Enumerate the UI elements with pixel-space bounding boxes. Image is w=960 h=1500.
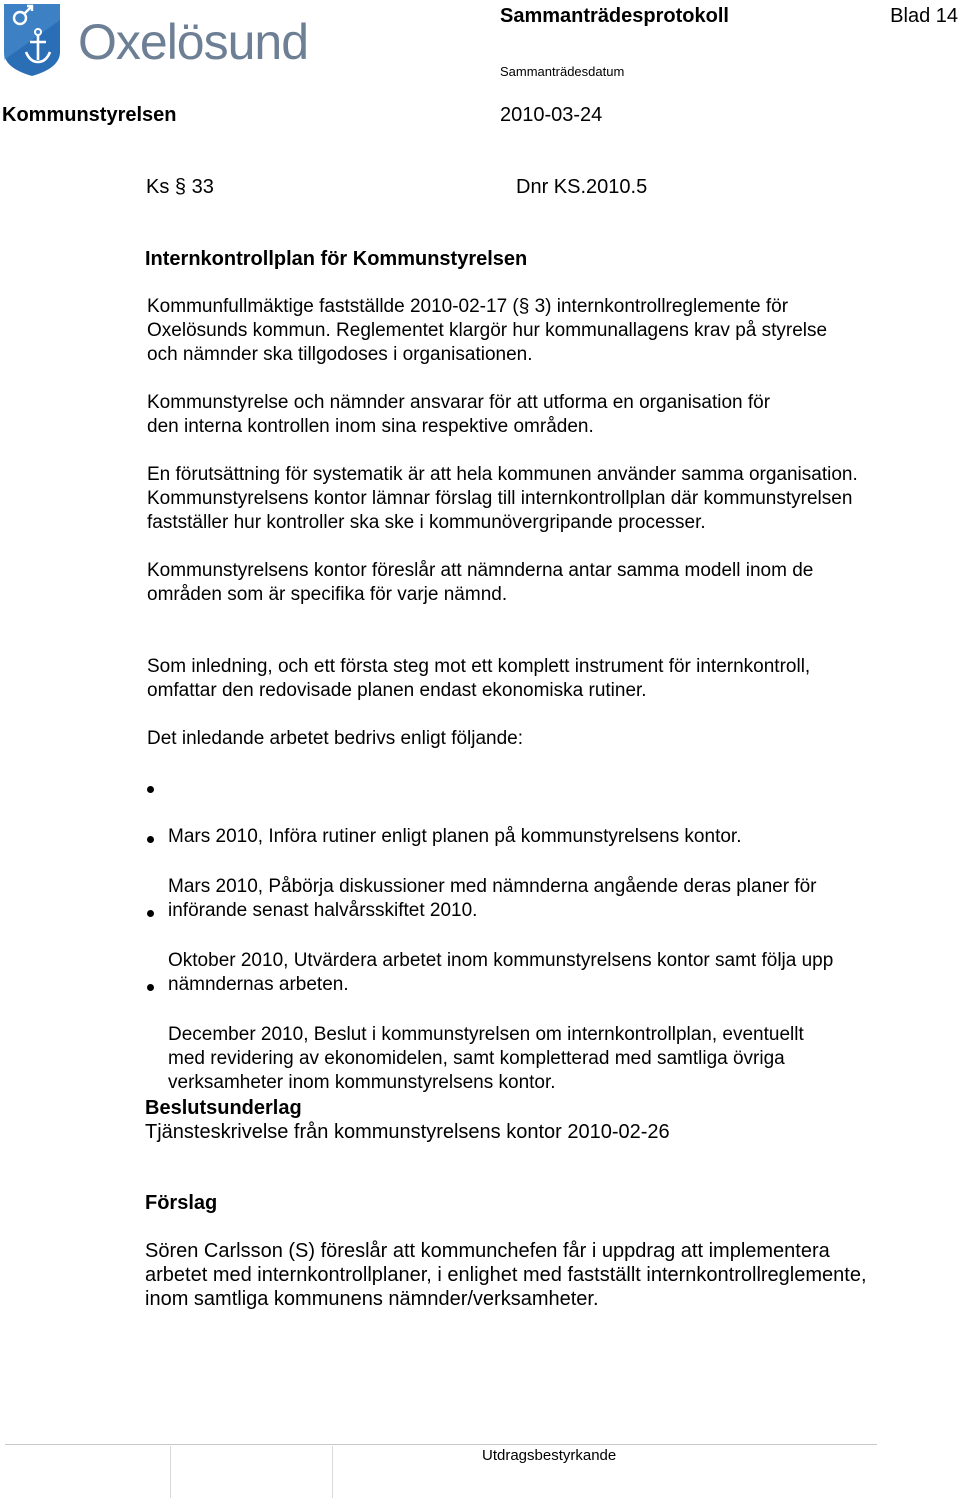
case-paragraph-number: Ks § 33 <box>146 176 214 198</box>
paragraph-background: Kommunfullmäktige fastställde 2010-02-17 (§ 3) internkontrollreglemente för Oxelösunds kommun. Reglementet klargör hur kommunallagens krav på styrelse och nämnder ska tillgodoses i organisationen. <box>147 296 828 365</box>
board-name: Kommunstyrelsen <box>2 104 177 126</box>
paragraph-work-intro: Det inledande arbetet bedrivs enligt följande: <box>147 728 524 749</box>
meeting-date-label: Sammanträdesdatum <box>500 64 625 79</box>
list-item-text: Mars 2010, Påbörja diskussioner med nämnderna angående deras planer för införande senast halvårsskiftet 2010. <box>168 876 817 921</box>
decision-basis-heading: Beslutsunderlag <box>145 1097 302 1119</box>
case-title: Internkontrollplan för Kommunstyrelsen <box>145 248 528 270</box>
paragraph-first-step: Som inledning, och ett första steg mot ett komplett instrument för internkontroll, omfattar den redovisade planen endast ekonomiska rutiner. <box>147 656 811 701</box>
paragraph-responsibility: Kommunstyrelse och nämnder ansvarar för att utforma en organisation för den interna kontrollen inom sina respektive områden. <box>147 392 771 437</box>
footer-divider <box>5 1444 877 1445</box>
paragraph-systematics: En förutsättning för systematik är att hela kommunen använder samma organisation. Kommunstyrelsens kontor lämnar förslag till internkontrollplan där kommunstyrelsen fastställer hur kontroller ska ske i kommunövergripande processer. <box>147 464 858 533</box>
paragraph-model-proposal: Kommunstyrelsens kontor föreslår att nämnderna antar samma modell inom de områden som är specifika för varje nämnd. <box>147 560 814 605</box>
list-item-text: December 2010, Beslut i kommunstyrelsen om internkontrollplan, eventuellt med revidering av ekonomidelen, samt kompletterad med samtliga övriga verksamheter inom kommunstyrelsens kontor. <box>168 1024 804 1093</box>
signature-box-divider <box>170 1446 171 1498</box>
proposal-heading: Förslag <box>145 1192 218 1214</box>
signature-box-divider <box>332 1446 333 1498</box>
list-item <box>147 975 937 1095</box>
list-item-text: Mars 2010, Införa rutiner enligt planen på kommunstyrelsens kontor. <box>168 826 742 847</box>
sheet-number: Blad 14 <box>890 5 958 27</box>
list-item-text: Oktober 2010, Utvärdera arbetet inom kommunstyrelsens kontor samt följa upp nämndernas arbeten. <box>168 950 834 995</box>
municipality-logo-text: Oxelösund <box>78 14 309 70</box>
municipality-crest-icon <box>2 2 62 78</box>
proposal-text: Sören Carlsson (S) föreslår att kommunchefen får i uppdrag att implementera arbetet med internkontrollplaner, i enlighet med fastställt internkontrollreglemente, inom samtliga kommunens nämnder/verksamheter. <box>145 1240 867 1310</box>
registry-number: Dnr KS.2010.5 <box>516 176 648 198</box>
document-type-title: Sammanträdesprotokoll <box>500 5 729 27</box>
bullet-icon <box>147 984 154 991</box>
bullet-icon <box>147 910 154 917</box>
extract-certification-label: Utdragsbestyrkande <box>482 1447 617 1464</box>
decision-basis-text: Tjänsteskrivelse från kommunstyrelsens kontor 2010-02-26 <box>145 1121 670 1143</box>
bullet-icon <box>147 786 154 793</box>
meeting-date: 2010-03-24 <box>500 104 603 126</box>
bullet-icon <box>147 836 154 843</box>
